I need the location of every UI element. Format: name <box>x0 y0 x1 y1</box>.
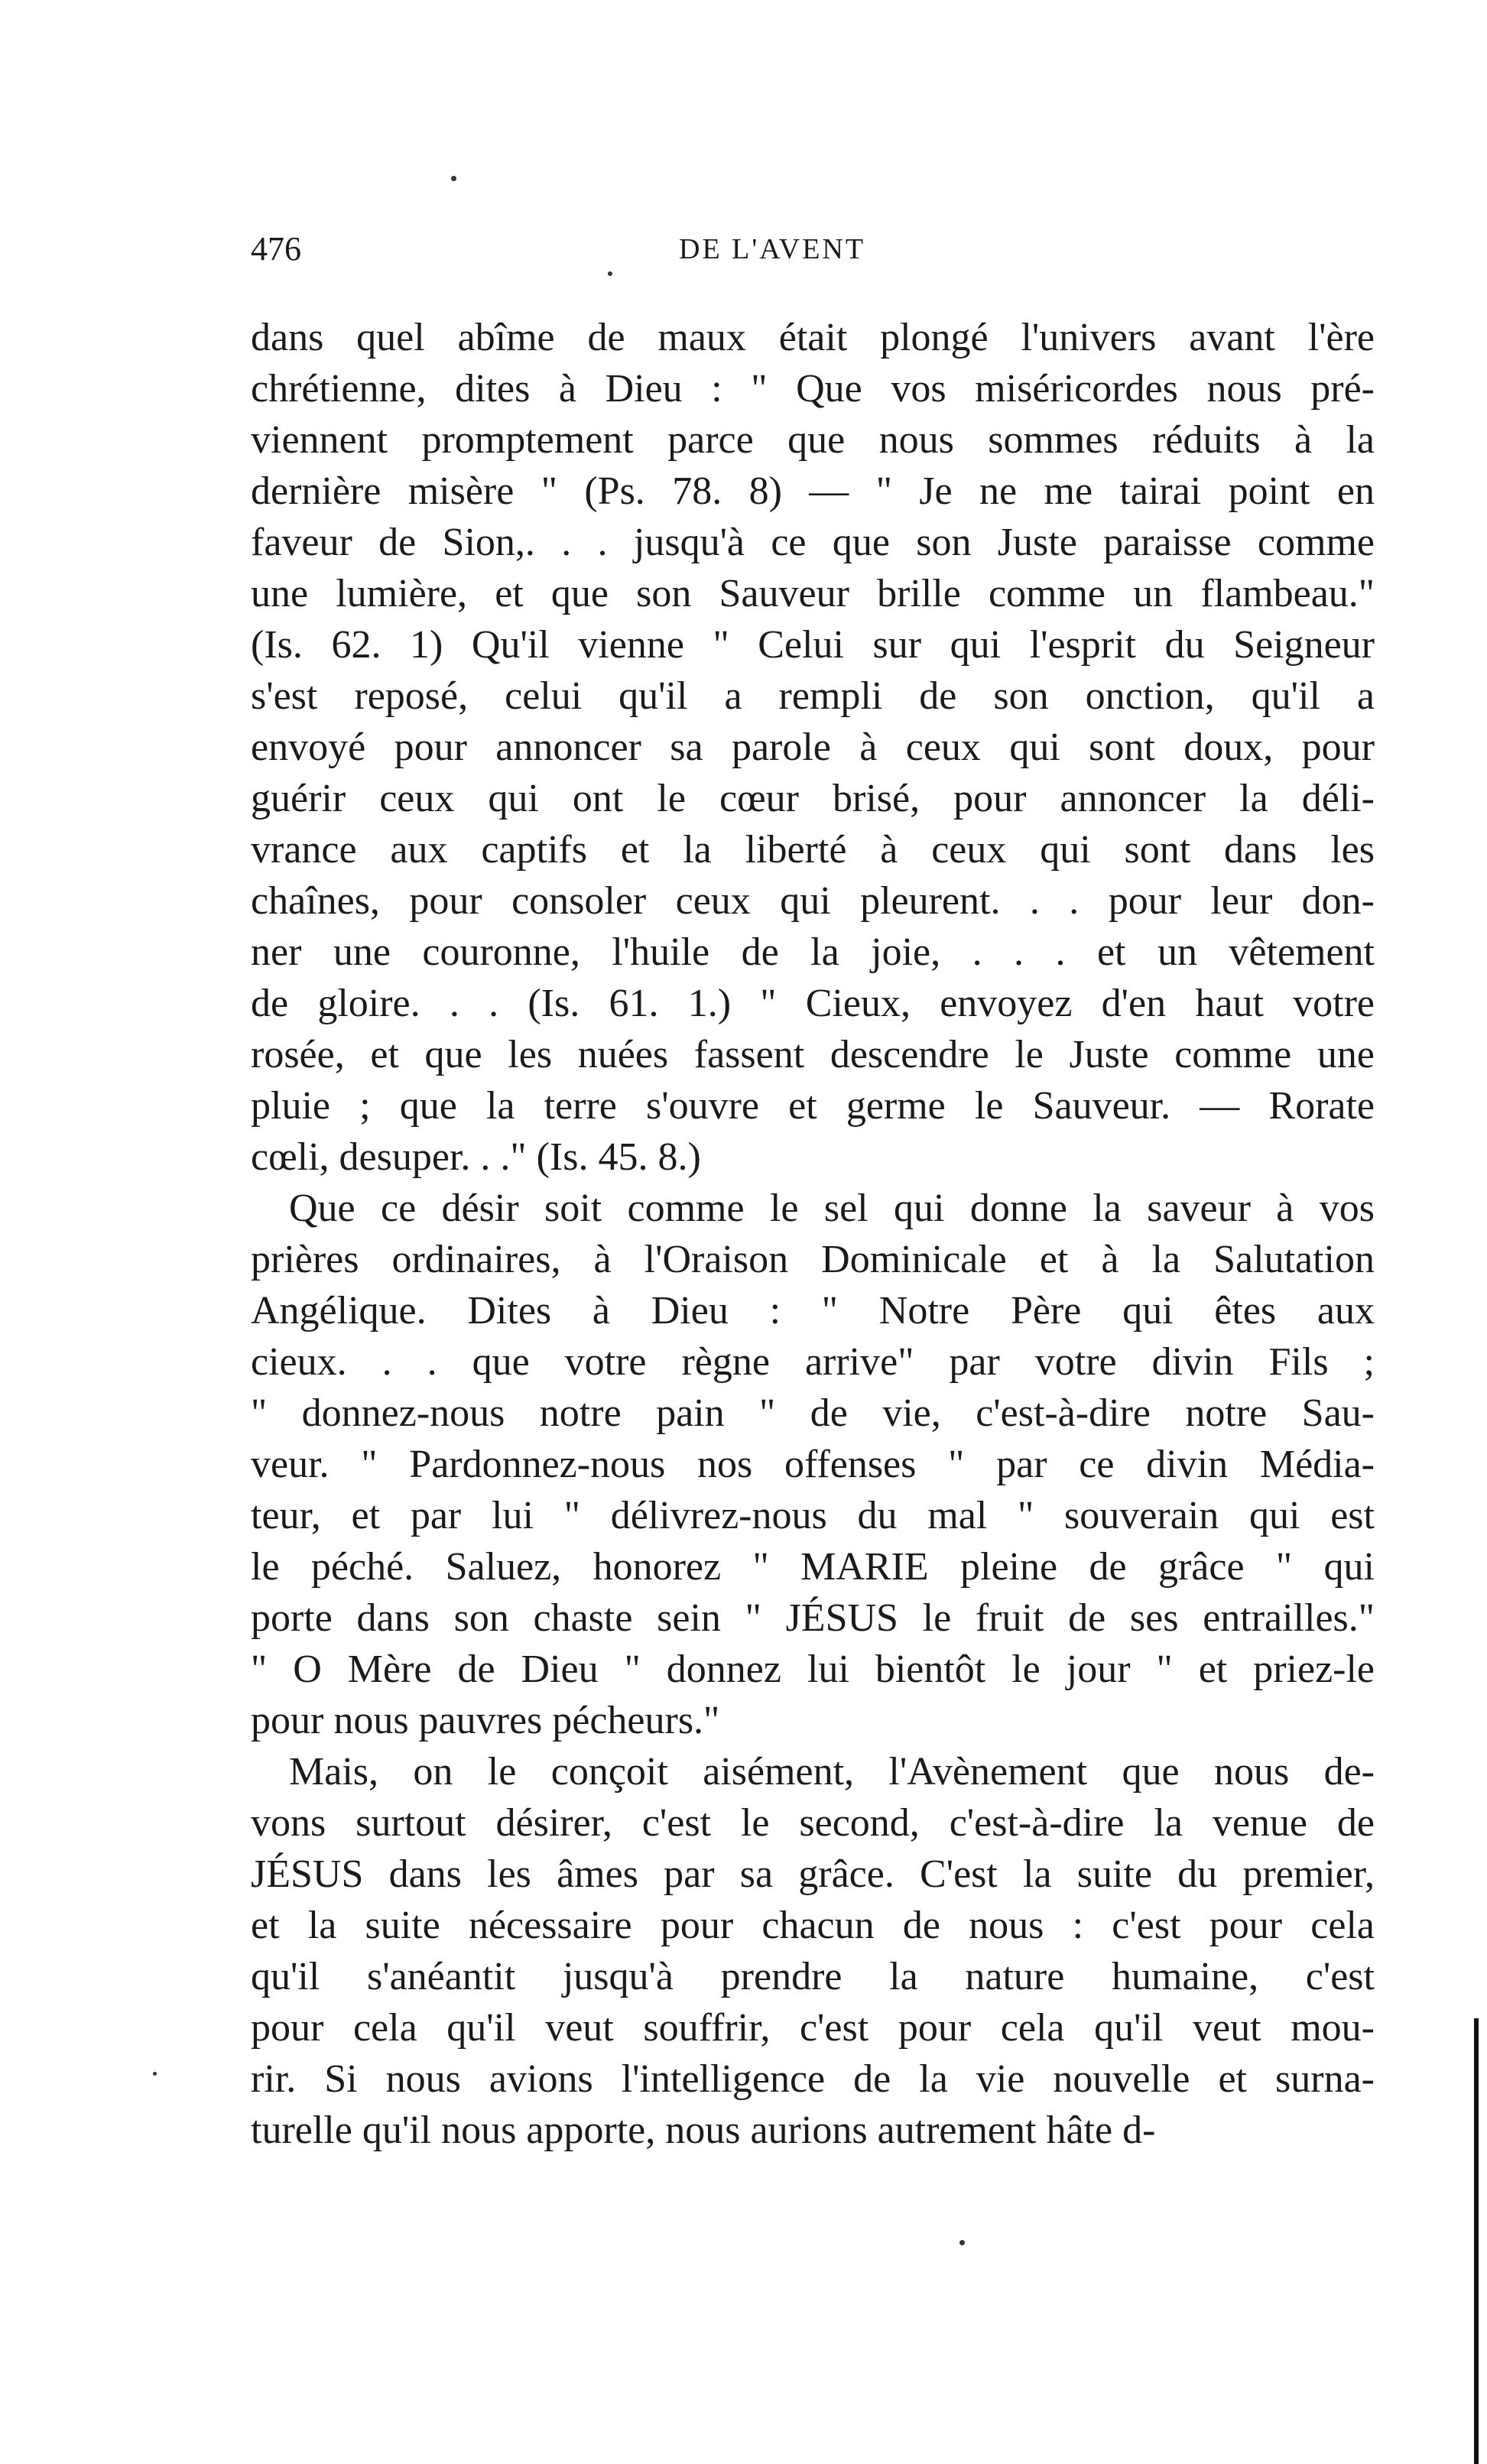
text-line: Mais, on le conçoit aisément, l'Avènement que nous de- <box>289 1750 1375 1794</box>
text-line: " donnez-nous notre pain " de vie, c'est-à-dire notre Sau- <box>251 1391 1375 1435</box>
text-line: pour cela qu'il veut souffrir, c'est pour cela qu'il veut mou- <box>251 2006 1375 2050</box>
text-line: (Is. 62. 1) Qu'il vienne " Celui sur qui l'esprit du Seigneur <box>251 623 1375 667</box>
text-line: et la suite nécessaire pour chacun de nous : c'est pour cela <box>251 1904 1375 1947</box>
text-line: " O Mère de Dieu " donnez lui bientôt le jour " et priez-le <box>251 1648 1375 1691</box>
text-line: pluie ; que la terre s'ouvre et germe le Sauveur. — Rorate <box>251 1084 1375 1128</box>
text-line: teur, et par lui " délivrez-nous du mal " souverain qui est <box>251 1494 1375 1537</box>
page-header <box>251 229 1375 283</box>
text-line: chrétienne, dites à Dieu : " Que vos miséricordes nous pré- <box>251 367 1375 411</box>
text-line: ner une couronne, l'huile de la joie, . . . et un vêtement <box>251 930 1375 974</box>
text-line: qu'il s'anéantit jusqu'à prendre la nature humaine, c'est <box>251 1955 1375 1998</box>
paragraph <box>251 1183 1375 1746</box>
text-line: cieux. . . que votre règne arrive" par votre divin Fils ; <box>251 1340 1375 1384</box>
text-line: rosée, et que les nuées fassent descendre le Juste comme une <box>251 1033 1375 1076</box>
text-line: guérir ceux qui ont le cœur brisé, pour annoncer la déli- <box>251 777 1375 820</box>
text-line: Que ce désir soit comme le sel qui donne la saveur à vos <box>289 1187 1375 1230</box>
running-head: DE L'AVENT <box>679 233 866 265</box>
body-text <box>251 312 1375 2156</box>
text-line: veur. " Pardonnez-nous nos offenses " par ce divin Média- <box>251 1443 1375 1486</box>
paragraph <box>251 1746 1375 2156</box>
text-line: envoyé pour annoncer sa parole à ceux qui sont doux, pour <box>251 726 1375 769</box>
text-line: viennent promptement parce que nous sommes réduits à la <box>251 418 1375 462</box>
text-line: pour nous pauvres pécheurs." <box>251 1699 720 1742</box>
text-line: prières ordinaires, à l'Oraison Dominicale et à la Salutation <box>251 1238 1375 1281</box>
text-line: dernière misère " (Ps. 78. 8) — " Je ne me tairai point en <box>251 469 1375 513</box>
text-line: vrance aux captifs et la liberté à ceux qui sont dans les <box>251 828 1375 872</box>
text-line: Angélique. Dites à Dieu : " Notre Père qui êtes aux <box>251 1289 1375 1333</box>
scan-speck <box>451 176 456 181</box>
page-number: 476 <box>251 230 301 268</box>
text-line: porte dans son chaste sein " JÉSUS le fruit de ses entrailles." <box>251 1596 1375 1640</box>
scan-speck <box>608 271 612 276</box>
text-line: une lumière, et que son Sauveur brille comme un flambeau." <box>251 572 1375 615</box>
text-line: cœli, desuper. . ." (Is. 45. 8.) <box>251 1135 701 1179</box>
text-line: faveur de Sion,. . . jusqu'à ce que son Juste paraisse comme <box>251 521 1375 564</box>
text-line: vons surtout désirer, c'est le second, c'est-à-dire la venue de <box>251 1801 1375 1845</box>
scan-speck <box>153 2072 157 2076</box>
scan-edge-shadow <box>1474 2018 1479 2464</box>
text-line: dans quel abîme de maux était plongé l'univers avant l'ère <box>251 316 1375 359</box>
text-line: de gloire. . . (Is. 61. 1.) " Cieux, envoyez d'en haut votre <box>251 982 1375 1025</box>
text-line: le péché. Saluez, honorez " MARIE pleine de grâce " qui <box>251 1545 1375 1589</box>
text-line: chaînes, pour consoler ceux qui pleurent. . . pour leur don- <box>251 879 1375 923</box>
text-line: s'est reposé, celui qu'il a rempli de son onction, qu'il a <box>251 674 1375 718</box>
scan-speck <box>959 2240 965 2245</box>
text-line: rir. Si nous avions l'intelligence de la vie nouvelle et surna- <box>251 2057 1375 2101</box>
text-line: turelle qu'il nous apporte, nous aurions autrement hâte d- <box>251 2109 1156 2152</box>
text-line: JÉSUS dans les âmes par sa grâce. C'est la suite du premier, <box>251 1852 1375 1896</box>
paragraph <box>251 312 1375 1183</box>
